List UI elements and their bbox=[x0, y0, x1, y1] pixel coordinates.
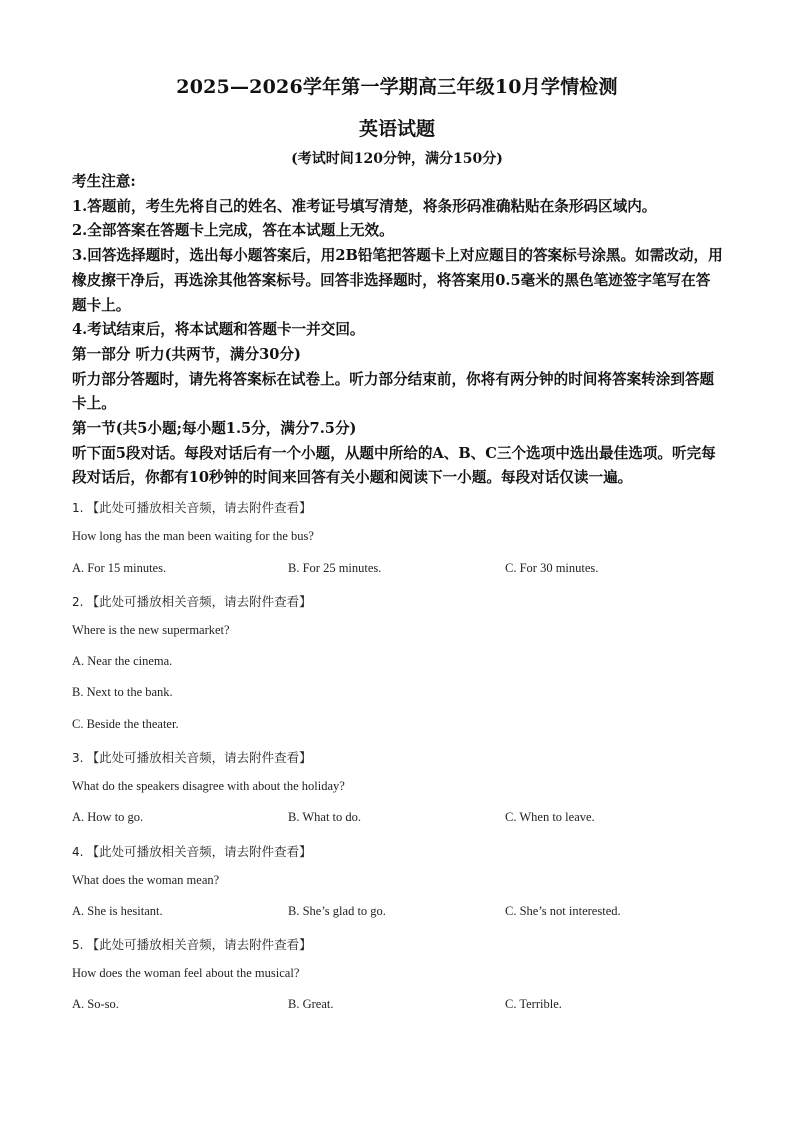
question-2-text: Where is the new supermarket? bbox=[72, 623, 230, 637]
notes-heading: 考生注意: bbox=[72, 173, 136, 190]
question-3-option-c: C. When to leave. bbox=[505, 810, 595, 824]
question-4-option-c: C. She’s not interested. bbox=[505, 904, 621, 918]
question-number: 5. bbox=[72, 938, 84, 952]
question-number: 1. bbox=[72, 501, 84, 515]
subject-title: 英语试题 bbox=[358, 118, 435, 140]
section-one-instruction: 听下面5段对话。每段对话后有一个小题，从题中所给的A、B、C三个选项中选出最佳选项。听完每段对话后，你都有10秒钟的时间来回答有关小题和阅读下一小题。每段对话仅读一遍。 bbox=[72, 444, 716, 487]
question-3-option-a: A. How to go. bbox=[72, 810, 144, 824]
question-number: 2. bbox=[72, 595, 84, 609]
listening-instruction: 听力部分答题时，请先将答案标在试卷上。听力部分结束前，你将有两分钟的时间将答案转涂到答题卡上。 bbox=[72, 370, 715, 413]
question-5-text: How does the woman feel about the musical? bbox=[72, 966, 300, 980]
question-2-option-b: B. Next to the bank. bbox=[72, 685, 173, 699]
note-item-4: 4.考试结束后，将本试题和答题卡一并交回。 bbox=[72, 321, 365, 339]
instructions-block bbox=[72, 170, 724, 491]
audio-note[interactable]: 【此处可播放相关音频，请去附件查看】 bbox=[86, 845, 312, 859]
audio-note[interactable]: 【此处可播放相关音频，请去附件查看】 bbox=[86, 501, 312, 515]
part-one-heading: 第一部分 听力(共两节，满分30分) bbox=[72, 345, 301, 363]
question-1-option-c: C. For 30 minutes. bbox=[505, 561, 599, 575]
audio-note[interactable]: 【此处可播放相关音频，请去附件查看】 bbox=[86, 938, 312, 952]
note-item-2: 2.全部答案在答题卡上完成，答在本试题上无效。 bbox=[72, 222, 394, 240]
question-3-option-b: B. What to do. bbox=[288, 810, 362, 824]
question-1-option-b: B. For 25 minutes. bbox=[288, 561, 382, 575]
question-1-text: How long has the man been waiting for the bus? bbox=[72, 529, 314, 543]
section-one-heading: 第一节(共5小题;每小题1.5分，满分7.5分) bbox=[72, 420, 357, 438]
audio-note[interactable]: 【此处可播放相关音频，请去附件查看】 bbox=[86, 595, 312, 609]
question-2-option-c: C. Beside the theater. bbox=[72, 717, 179, 731]
question-5-option-b: B. Great. bbox=[288, 997, 334, 1011]
question-1-option-a: A. For 15 minutes. bbox=[72, 561, 167, 575]
question-4-option-a: A. She is hesitant. bbox=[72, 904, 163, 918]
question-5-option-a: A. So-so. bbox=[72, 997, 119, 1011]
question-3-text: What do the speakers disagree with about the holiday? bbox=[72, 779, 345, 793]
question-2-option-a: A. Near the cinema. bbox=[72, 654, 173, 668]
exam-info: (考试时间120分钟，满分150分) bbox=[291, 151, 503, 167]
question-4-option-b: B. She’s glad to go. bbox=[288, 904, 386, 918]
exam-title: 2025—2026学年第一学期高三年级10月学情检测 bbox=[176, 76, 618, 98]
question-2-audio-line bbox=[72, 592, 732, 610]
question-5-audio-line bbox=[72, 935, 732, 953]
question-3-audio-line bbox=[72, 748, 732, 766]
question-number: 3. bbox=[72, 751, 84, 765]
audio-note[interactable]: 【此处可播放相关音频，请去附件查看】 bbox=[86, 751, 312, 765]
question-4-text: What does the woman mean? bbox=[72, 873, 220, 887]
note-item-1: 1.答题前，考生先将自己的姓名、准考证号填写清楚，将条形码准确粘贴在条形码区域内。 bbox=[72, 197, 657, 215]
question-1-audio-line bbox=[72, 498, 732, 516]
question-number: 4. bbox=[72, 845, 84, 859]
question-4-audio-line bbox=[72, 842, 732, 860]
note-item-3: 3.回答选择题时，选出每小题答案后，用2B铅笔把答题卡上对应题目的答案标号涂黑。如需改动，用橡皮擦干净后，再选涂其他答案标号。回答非选择题时，将答案用0.5毫米的黑色笔迹签字笔写在答题卡上。 bbox=[72, 247, 723, 314]
question-5-option-c: C. Terrible. bbox=[505, 997, 562, 1011]
